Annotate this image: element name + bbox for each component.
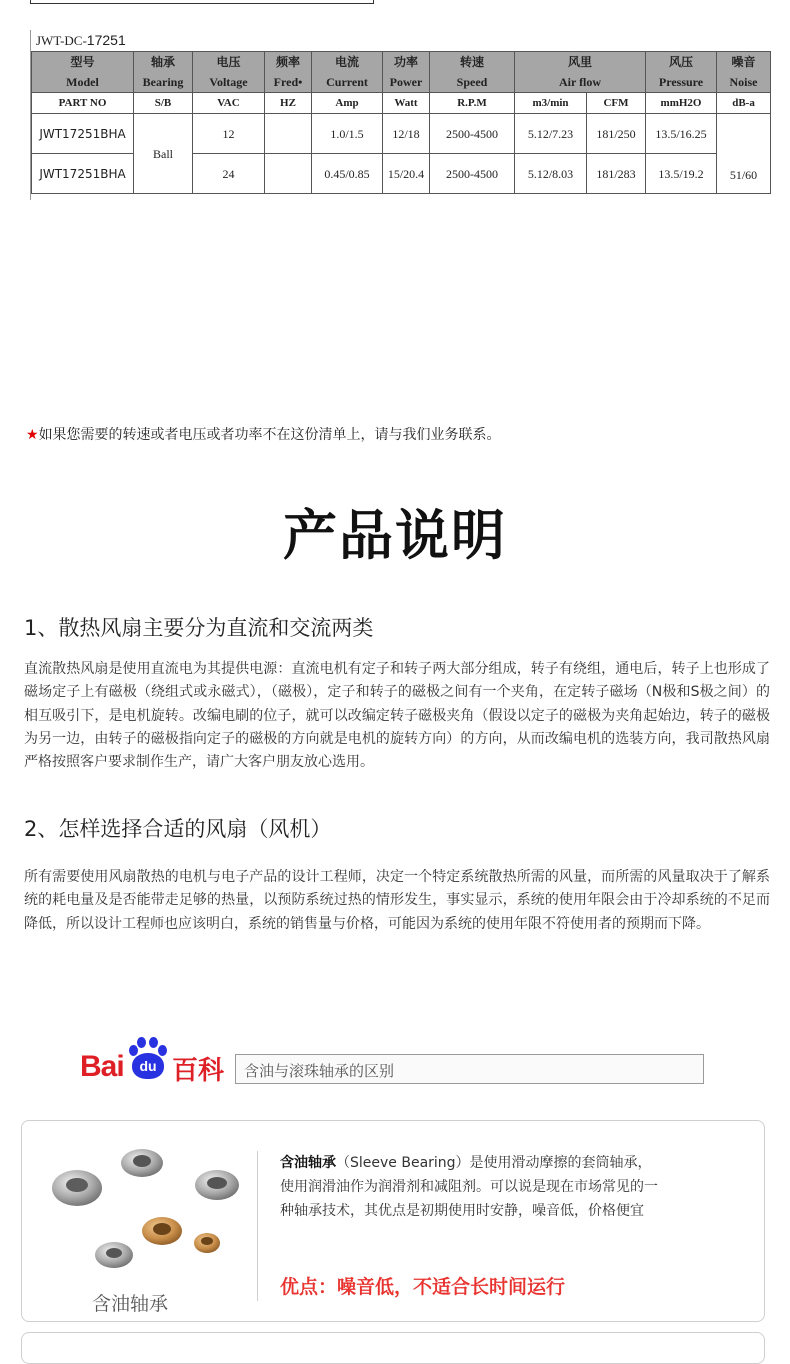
header-speed: 转速 Speed (430, 52, 515, 93)
logo-du-text: du (139, 1058, 157, 1074)
part-number-cell: JWT17251BHA (32, 114, 134, 154)
airflow-m3-cell: 5.12/7.23 (515, 114, 587, 154)
units-row (32, 93, 771, 114)
unit-cell: mmH2O (646, 93, 717, 114)
bearing-description (280, 1151, 665, 1223)
search-input[interactable] (235, 1054, 704, 1084)
model-title-prefix: JWT-DC- (36, 33, 87, 48)
speed-cell: 2500-4500 (430, 154, 515, 194)
voltage-cell: 24 (193, 154, 265, 194)
header-noise: 噪音 Noise (717, 52, 771, 93)
airflow-m3-cell: 5.12/8.03 (515, 154, 587, 194)
spec-table (31, 51, 771, 194)
section-heading-1: 1、散热风扇主要分为直流和交流两类 (24, 616, 374, 640)
section-title: 产品说明 (283, 504, 507, 567)
unit-cell: dB-a (717, 93, 771, 114)
airflow-cfm-cell: 181/283 (587, 154, 646, 194)
unit-cell: CFM (587, 93, 646, 114)
unit-cell: VAC (193, 93, 265, 114)
search-input-text: 含油与滚珠轴承的区别 (244, 1062, 395, 1080)
airflow-cfm-cell: 181/250 (587, 114, 646, 154)
bearing-description-text: （Sleeve Bearing）是使用滑动摩擦的套筒轴承，使用润滑油作为润滑剂和减阻剂。可以说是现在市场常见的一种轴承技术，其优点是初期使用时安静，噪音低，价格便宜 (280, 1155, 658, 1219)
sleeve-bearing-card (21, 1120, 765, 1322)
unit-cell: PART NO (32, 93, 134, 114)
unit-cell: Amp (312, 93, 383, 114)
unit-cell: HZ (265, 93, 312, 114)
top-frame-edge (30, 0, 374, 4)
card-divider (257, 1151, 258, 1301)
star-icon: ★ (26, 427, 39, 443)
current-cell: 0.45/0.85 (312, 154, 383, 194)
contact-note-text: 如果您需要的转速或者电压或者功率不在这份清单上，请与我们业务联系。 (38, 427, 501, 443)
model-title (36, 32, 126, 49)
bearing-caption: 含油轴承 (92, 1293, 169, 1315)
speed-cell: 2500-4500 (430, 114, 515, 154)
table-row (32, 114, 771, 154)
baidu-baike-logo (80, 1036, 228, 1084)
current-cell: 1.0/1.5 (312, 114, 383, 154)
logo-baike-text: 百科 (172, 1056, 225, 1086)
logo-bai-text: Bai (80, 1050, 124, 1083)
bearing-description-term: 含油轴承 (280, 1155, 336, 1171)
unit-cell: R.P.M (430, 93, 515, 114)
bearing-advantage: 优点：噪音低，不适合长时间运行 (280, 1276, 566, 1298)
noise-cell: 51/60 (717, 114, 771, 194)
section-body-1: 直流散热风扇是使用直流电为其提供电源：直流电机有定子和转子两大部分组成，转子有绕组，通电后，转子上也形成了磁场定子上有磁极（绕组式或永磁式），（磁极），定子和转子的磁极之间有一个夹角，在定转子磁场（N极和S极之间）的相互吸引下，是电机旋转。改编电刷的位子，就可以改编定转子磁极夹角（假设以定子的磁极为夹角起始边，转子的磁极为另一边，由转子的磁极指向定子的磁极的方向就是电机的旋转方向）的方向，从而改编电机的选装方向，我司散热风扇严格按照客户要求制作生产，请广大客户朋友放心选用。 (24, 661, 770, 771)
power-cell: 15/20.4 (383, 154, 430, 194)
unit-cell: m3/min (515, 93, 587, 114)
pressure-cell: 13.5/19.2 (646, 154, 717, 194)
unit-cell: Watt (383, 93, 430, 114)
contact-note (26, 424, 501, 444)
header-row (32, 52, 771, 93)
sleeve-bearing-image (42, 1143, 252, 1293)
section-body-2: 所有需要使用风扇散热的电机与电子产品的设计工程师，决定一个特定系统散热所需的风量，而所需的风量取决于了解系统的耗电量及是否能带走足够的热量，以预防系统过热的情形发生，事实显示，系统的使用年限会由于冷却系统的不足而降低，所以设计工程师也应该明白，系统的销售量与价格，可能因为系统的使用年限不符使用者的预期而下降。 (24, 869, 770, 932)
header-pressure: 风压 Pressure (646, 52, 717, 93)
header-bearing: 轴承 Bearing (134, 52, 193, 93)
bearing-cell: Ball (134, 114, 193, 194)
frequency-cell (265, 114, 312, 154)
header-current: 电流 Current (312, 52, 383, 93)
header-power: 功率 Power (383, 52, 430, 93)
pressure-cell: 13.5/16.25 (646, 114, 717, 154)
header-airflow: 风里 Air flow (515, 52, 646, 93)
part-number-cell: JWT17251BHA (32, 154, 134, 194)
header-frequency: 频率 Fred• (265, 52, 312, 93)
header-voltage: 电压 Voltage (193, 52, 265, 93)
next-card (21, 1332, 765, 1364)
paw-icon (126, 1036, 170, 1082)
model-title-number: 17251 (86, 32, 126, 48)
unit-cell: S/B (134, 93, 193, 114)
frequency-cell (265, 154, 312, 194)
voltage-cell: 12 (193, 114, 265, 154)
power-cell: 12/18 (383, 114, 430, 154)
header-model: 型号 Model (32, 52, 134, 93)
section-heading-2: 2、怎样选择合适的风扇（风机） (24, 817, 332, 841)
